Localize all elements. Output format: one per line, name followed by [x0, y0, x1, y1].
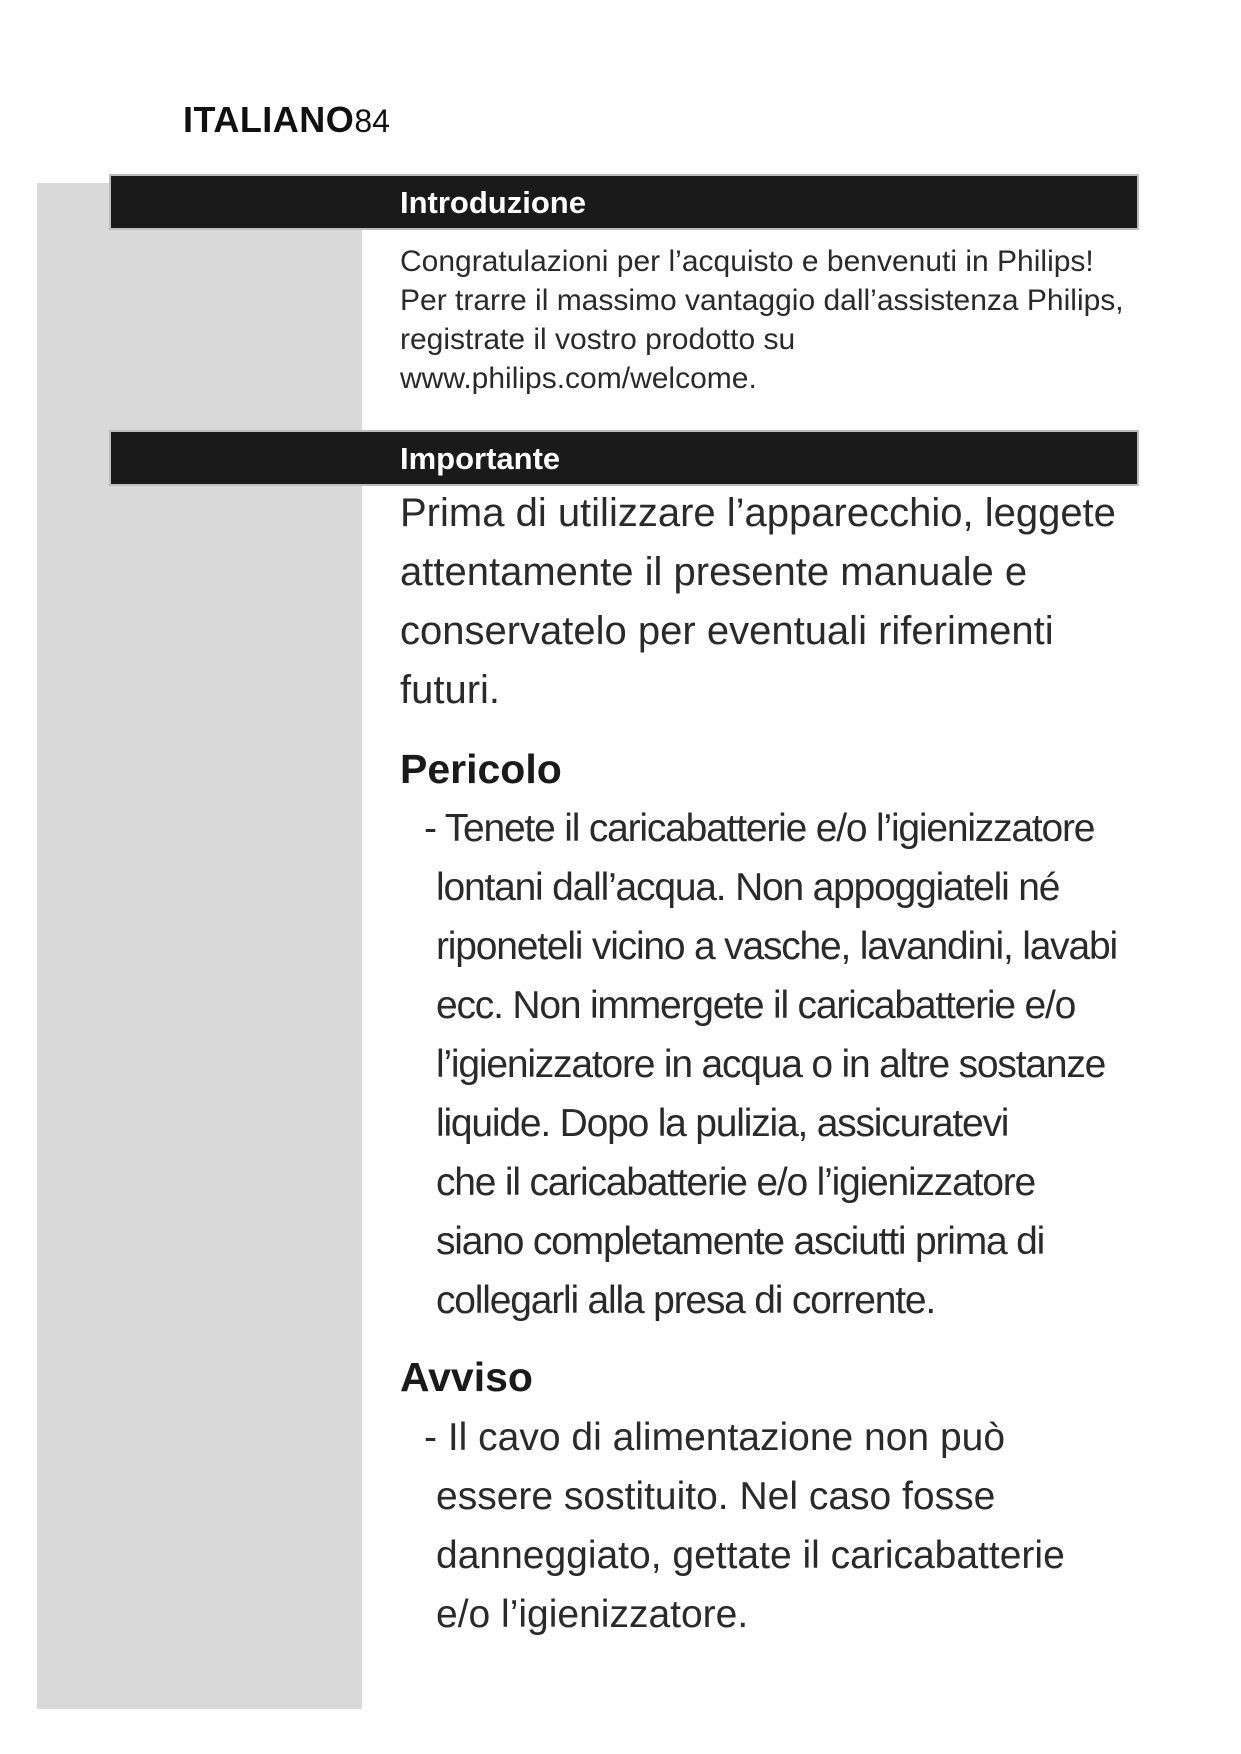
bullet-line: lontani dall’acqua. Non appoggiateli né — [436, 866, 1060, 909]
paragraph-line: Congratulazioni per l’acquisto e benvenuti in Philips! — [400, 245, 1094, 278]
paragraph-line: Per trarre il massimo vantaggio dall’assistenza Philips, — [400, 284, 1124, 317]
bullet-line: - Tenete il caricabatterie e/o l’igienizzatore — [424, 807, 1095, 850]
warning-bullet — [424, 1408, 1144, 1644]
bullet-line: che il caricabatterie e/o l’igienizzatore — [436, 1161, 1035, 1204]
bullet-line: essere sostituito. Nel caso fosse — [436, 1475, 996, 1518]
bullet-line: collegarli alla presa di corrente. — [436, 1279, 935, 1322]
section-bar-introduzione — [111, 176, 1137, 228]
heading-avviso: Avviso — [400, 1354, 533, 1400]
bullet-line: l’igienizzatore in acqua o in altre sostanze — [436, 1043, 1106, 1086]
important-paragraph — [400, 484, 1140, 720]
bullet-line: riponeteli vicino a vasche, lavandini, lavabi — [436, 925, 1117, 968]
language-label: ITALIANO — [183, 99, 355, 140]
page-header — [183, 98, 390, 142]
bullet-line: e/o l’igienizzatore. — [436, 1593, 749, 1636]
paragraph-line: futuri. — [400, 668, 501, 712]
heading-pericolo: Pericolo — [400, 746, 562, 792]
bullet-line: ecc. Non immergete il caricabatterie e/o — [436, 984, 1076, 1027]
danger-bullet — [424, 799, 1144, 1330]
paragraph-line: conservatelo per eventuali riferimenti — [400, 609, 1054, 653]
paragraph-line: registrate il vostro prodotto su — [400, 323, 796, 356]
section-title: Introduzione — [400, 185, 586, 220]
bullet-line: - Il cavo di alimentazione non può — [424, 1416, 1006, 1459]
page-number: 84 — [354, 103, 390, 139]
bullet-line: siano completamente asciutti prima di — [436, 1220, 1045, 1263]
bullet-line: liquide. Dopo la pulizia, assicuratevi — [436, 1102, 1009, 1145]
paragraph-line: Prima di utilizzare l’apparecchio, leggete — [400, 491, 1116, 535]
section-bar-importante — [111, 432, 1137, 484]
paragraph-line: www.philips.com/welcome. — [400, 362, 757, 395]
section-title: Importante — [400, 441, 561, 476]
intro-paragraph — [400, 242, 1140, 398]
left-margin-column — [37, 183, 362, 1709]
paragraph-line: attentamente il presente manuale e — [400, 550, 1028, 594]
bullet-line: danneggiato, gettate il caricabatterie — [436, 1534, 1065, 1577]
